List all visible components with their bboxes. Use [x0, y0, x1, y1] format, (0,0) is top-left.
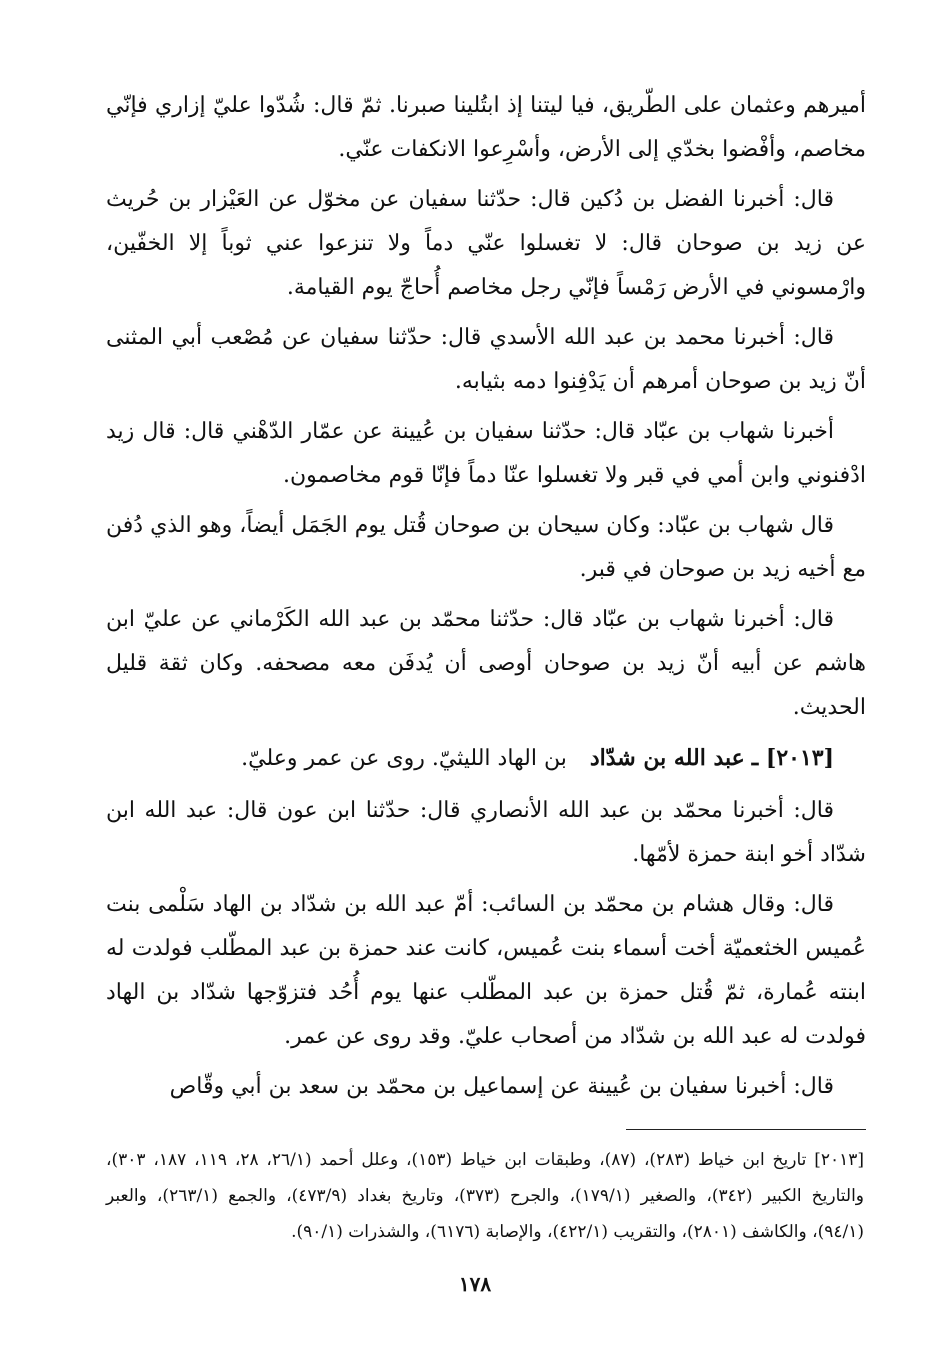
paragraph-5: قال شهاب بن عبّاد: وكان سيحان بن صوحان قُتل يوم الجَمَل أيضاً، وهو الذي دُفن مع أخيه زيد بن صوحان في قبر. [106, 513, 866, 582]
paragraph-7: قال: أخبرنا محمّد بن عبد الله الأنصاري قال: حدّثنا ابن عون قال: عبد الله ابن شدّاد أخو ابنة حمزة لأمّها. [106, 798, 866, 867]
paragraph-8: قال: وقال هشام بن محمّد بن السائب: أمّ عبد الله بن شدّاد بن الهاد سَلْمى بنت عُميس الخثعميّة أخت أسماء بنت عُميس، كانت عند حمزة بن عبد المطّلب فولدت له ابنته عُمارة، ثمّ قُتل حمزة بن عبد المطّلب عنها يوم أُحُد فتزوّجها شدّاد بن الهاد فولدت له عبد الله بن شدّاد من أصحاب عليّ. وقد روى عن عمر. [106, 892, 866, 1049]
paragraph-4: أخبرنا شهاب بن عبّاد قال: حدّثنا سفيان بن عُيينة عن عمّار الدّهْني قال: قال زيد ادْفنوني وابن أمي في قبر ولا تغسلوا عنّا دماً فإنّا قوم مخاصمون. [106, 419, 866, 488]
entry-description: بن الهاد الليثيّ. روى عن عمر وعليّ. [241, 746, 567, 771]
entry-number: [٢٠١٣] ـ [751, 745, 834, 771]
paragraph-9: قال: أخبرنا سفيان بن عُيينة عن إسماعيل بن محمّد بن سعد بن أبي وقّاص [169, 1074, 834, 1099]
entry-heading [106, 736, 866, 781]
paragraph-3: قال: أخبرنا محمد بن عبد الله الأسدي قال: حدّثنا سفيان عن مُصْعب أبي المثنى أنّ زيد بن صوحان أمرهم أن يَدْفِنوا دمه بثيابه. [106, 325, 866, 394]
page-number: ١٧٨ [458, 1272, 492, 1296]
footnote: [٢٠١٣] تاريخ ابن خياط (٢٨٣)، (٨٧)، وطبقات ابن خياط (١٥٣)، وعلل أحمد (٢٦/١، ٢٨، ١١٩، ١٨٧، ٣٠٣)، والتاريخ الكبير (٣٤٢)، والصغير (١٧٩/١)، والجرح (٣٧٣)، وتاريخ بغداد (٤٧٣/٩)، والجمع (٢٦٣/١)، والعبر (٩٤/١)، والكاشف (٢٨٠١)، والتقريب (٤٢٢/١)، والإصابة (٦١٧٦)، والشذرات (٩٠/١). [106, 1150, 865, 1242]
paragraph-2: قال: أخبرنا الفضل بن دُكين قال: حدّثنا سفيان عن مخوّل عن العَيْزار بن حُريث عن زيد بن صوحان قال: لا تغسلوا عنّي دماً ولا تنزعوا عني ثوباً إلا الخفّين، وارْمسوني في الأرض رَمْساً فإنّي رجل مخاصم أُحاجّ يوم القيامة. [106, 187, 866, 300]
footnote-divider [626, 1129, 866, 1130]
paragraph-1: أميرهم وعثمان على الطّريق، فيا ليتنا إذ ابتُلينا صبرنا. ثمّ قال: شُدّوا عليّ إزاري فإنّي مخاصم، وأفْضوا بخدّي إلى الأرض، وأسْرِعوا الانكفات عنّي. [106, 93, 866, 162]
page-body [106, 84, 866, 1250]
entry-name: عبد الله بن شدّاد [589, 745, 745, 771]
paragraph-6: قال: أخبرنا شهاب بن عبّاد قال: حدّثنا محمّد بن عبد الله الكَرْماني عن عليّ ابن هاشم عن أبيه أنّ زيد بن صوحان أوصى أن يُدفَن معه مصحفه. وكان ثقة قليل الحديث. [106, 607, 866, 720]
